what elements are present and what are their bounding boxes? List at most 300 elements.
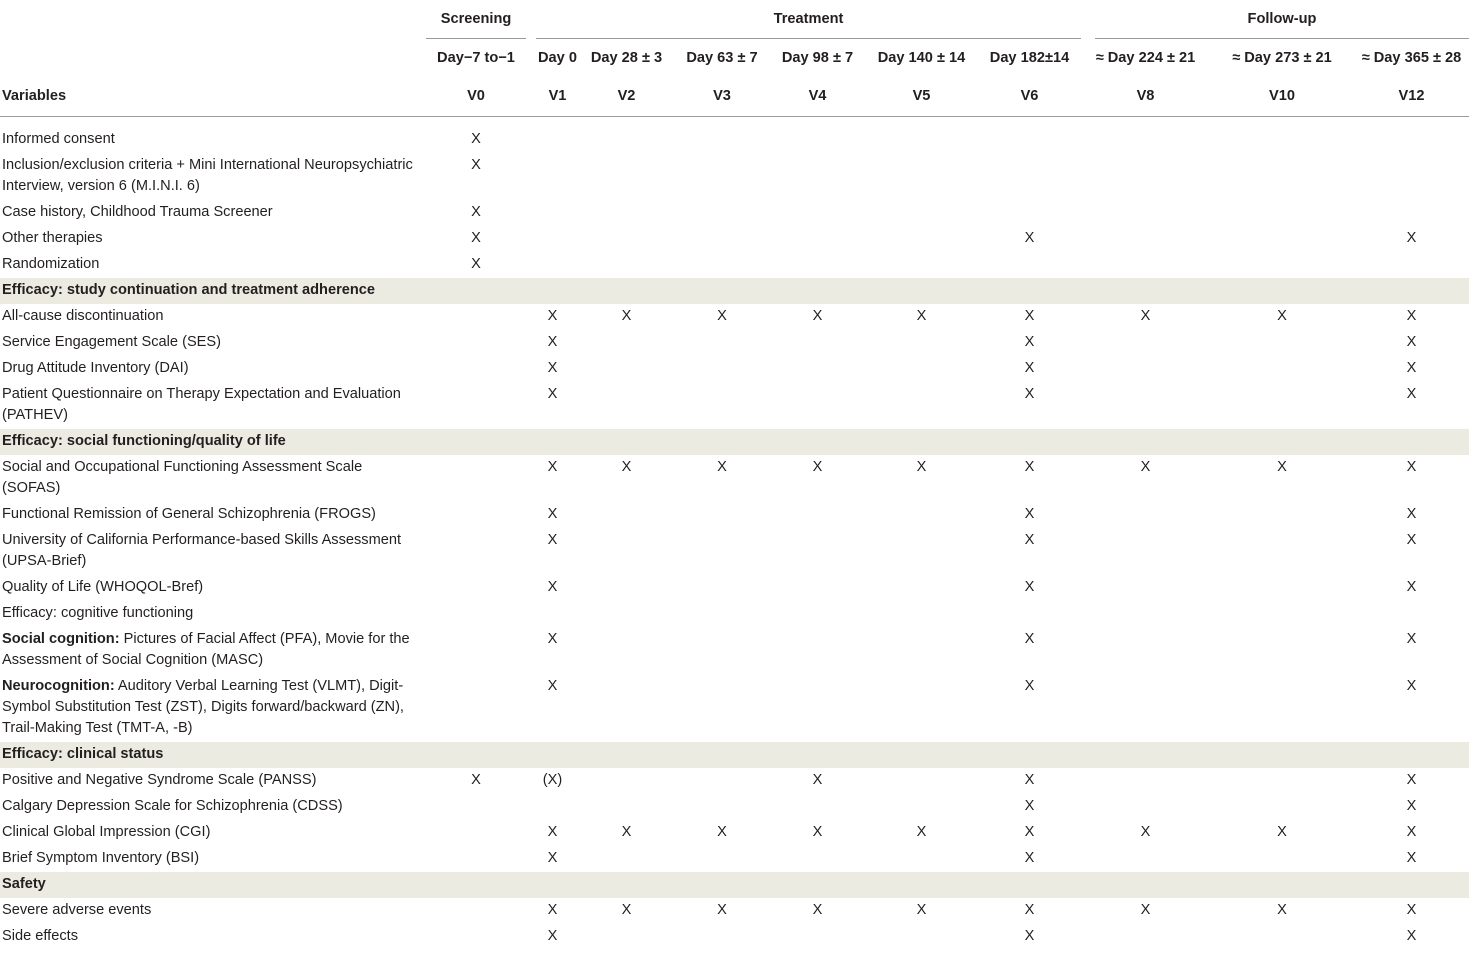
- visit-mark-cell: [579, 575, 674, 601]
- visit-mark-cell: X: [1024, 798, 1035, 814]
- visit-mark-cell: X: [471, 204, 481, 220]
- section-header-row: [0, 742, 1469, 768]
- visit-mark-cell: [579, 117, 674, 153]
- visit-mark-cell: X: [717, 308, 727, 324]
- table-row: [0, 200, 1469, 226]
- visit-mark-cell: [1354, 601, 1469, 627]
- visit-mark-cell: (X): [542, 772, 563, 788]
- visit-mark-cell: [1081, 356, 1210, 382]
- day-header: Day 98 ± 7: [781, 49, 854, 66]
- day-header-row: [0, 39, 1469, 77]
- variable-label: Randomization: [2, 256, 100, 272]
- visit-mark-cell: [1210, 502, 1354, 528]
- visit-mark-cell: [674, 502, 770, 528]
- visit-mark-cell: X: [717, 824, 727, 840]
- visit-mark-cell: X: [916, 308, 927, 324]
- visit-mark-cell: X: [1277, 459, 1287, 475]
- visit-header: V0: [426, 76, 526, 117]
- variable-label: Drug Attitude Inventory (DAI): [2, 360, 189, 376]
- visit-mark-cell: X: [1406, 678, 1417, 694]
- visit-mark-cell: X: [1406, 824, 1417, 840]
- visit-mark-cell: X: [1406, 579, 1417, 595]
- section-title: Efficacy: social functioning/quality of life: [0, 429, 1469, 455]
- visit-mark-cell: [865, 627, 978, 674]
- visit-mark-cell: [1081, 768, 1210, 794]
- visit-mark-cell: [426, 674, 526, 742]
- variable-label: Side effects: [2, 928, 78, 944]
- visit-mark-cell: [579, 601, 674, 627]
- visit-mark-cell: X: [471, 157, 481, 173]
- visit-mark-cell: X: [812, 459, 823, 475]
- variable-label: Clinical Global Impression (CGI): [2, 824, 211, 840]
- table-row: [0, 575, 1469, 601]
- visit-mark-cell: [770, 200, 865, 226]
- visit-mark-cell: [1210, 200, 1354, 226]
- visit-mark-cell: X: [621, 459, 632, 475]
- visit-mark-cell: X: [547, 902, 558, 918]
- visit-mark-cell: [674, 153, 770, 200]
- visit-mark-cell: [770, 674, 865, 742]
- visit-mark-cell: [1081, 528, 1210, 575]
- visit-mark-cell: [1210, 226, 1354, 252]
- visit-mark-cell: [1081, 794, 1210, 820]
- group-header-row: [0, 0, 1469, 39]
- visit-mark-cell: [526, 601, 579, 627]
- table-row: [0, 330, 1469, 356]
- visit-mark-cell: X: [471, 256, 481, 272]
- variable-label: Functional Remission of General Schizophrenia (FROGS): [2, 506, 376, 522]
- visit-mark-cell: [674, 794, 770, 820]
- visit-mark-cell: [865, 528, 978, 575]
- visit-mark-cell: [1081, 502, 1210, 528]
- visit-mark-cell: [1210, 528, 1354, 575]
- visit-mark-cell: X: [812, 902, 823, 918]
- visit-mark-cell: [426, 330, 526, 356]
- section-header-row: [0, 278, 1469, 304]
- visit-mark-cell: X: [1406, 360, 1417, 376]
- visit-mark-cell: [426, 575, 526, 601]
- visit-mark-cell: [865, 601, 978, 627]
- visit-mark-cell: [770, 627, 865, 674]
- visit-mark-cell: [1210, 601, 1354, 627]
- visit-mark-cell: [426, 820, 526, 846]
- visit-mark-cell: X: [1024, 334, 1035, 350]
- day-header: Day 0: [538, 49, 577, 66]
- visit-mark-cell: [426, 528, 526, 575]
- visit-mark-cell: [674, 226, 770, 252]
- table-row: [0, 627, 1469, 674]
- visit-mark-cell: X: [547, 678, 558, 694]
- visit-mark-cell: [770, 356, 865, 382]
- variable-label: All-cause discontinuation: [2, 308, 164, 324]
- visit-mark-cell: [526, 252, 579, 278]
- visit-mark-cell: X: [547, 506, 558, 522]
- visit-mark-cell: X: [717, 459, 727, 475]
- visit-mark-cell: X: [1140, 459, 1151, 475]
- visit-mark-cell: [1210, 382, 1354, 429]
- visit-header: V2: [579, 76, 674, 117]
- day-header: Day 63 ± 7: [686, 49, 758, 66]
- visit-mark-cell: [426, 898, 526, 924]
- visit-mark-cell: [579, 226, 674, 252]
- visit-mark-cell: [674, 382, 770, 429]
- visit-mark-cell: X: [1024, 772, 1035, 788]
- visit-mark-cell: [1354, 153, 1469, 200]
- visit-mark-cell: [978, 200, 1081, 226]
- table-row: [0, 304, 1469, 330]
- visit-mark-cell: [1210, 768, 1354, 794]
- visit-mark-cell: [579, 330, 674, 356]
- visit-mark-cell: X: [547, 360, 558, 376]
- visit-mark-cell: [770, 502, 865, 528]
- visit-mark-cell: X: [916, 902, 927, 918]
- table-body: [0, 117, 1469, 950]
- visit-mark-cell: [770, 252, 865, 278]
- visit-mark-cell: [579, 674, 674, 742]
- visit-mark-cell: X: [1406, 334, 1417, 350]
- visit-mark-cell: X: [547, 532, 558, 548]
- visit-mark-cell: [1081, 601, 1210, 627]
- visit-mark-cell: [865, 330, 978, 356]
- visit-mark-cell: X: [1406, 308, 1417, 324]
- visit-mark-cell: [1081, 200, 1210, 226]
- variable-label: Patient Questionnaire on Therapy Expectation and Evaluation (PATHEV): [2, 386, 401, 423]
- visit-mark-cell: X: [1406, 506, 1417, 522]
- visit-mark-cell: [1210, 117, 1354, 153]
- visit-mark-cell: [674, 674, 770, 742]
- visit-mark-cell: [865, 674, 978, 742]
- visit-header: V12: [1354, 76, 1469, 117]
- visit-mark-cell: [865, 117, 978, 153]
- visit-mark-cell: X: [547, 308, 558, 324]
- visit-mark-cell: [865, 924, 978, 950]
- variable-lead: Social cognition:: [2, 631, 120, 647]
- visit-mark-cell: [770, 924, 865, 950]
- visit-mark-cell: [426, 794, 526, 820]
- visit-mark-cell: [1354, 252, 1469, 278]
- visit-mark-cell: X: [621, 308, 632, 324]
- visit-mark-cell: X: [1406, 902, 1417, 918]
- visit-header: V8: [1081, 76, 1210, 117]
- day-header: ≈ Day 273 ± 21: [1232, 49, 1332, 66]
- visit-mark-cell: [1210, 627, 1354, 674]
- visit-header: V1: [536, 76, 579, 117]
- visit-header: V6: [978, 76, 1081, 117]
- visit-mark-cell: [526, 794, 579, 820]
- visit-mark-cell: [579, 153, 674, 200]
- visit-mark-cell: [770, 601, 865, 627]
- variable-label: Informed consent: [2, 131, 115, 147]
- visit-mark-cell: [579, 200, 674, 226]
- visit-mark-cell: [770, 382, 865, 429]
- visit-mark-cell: X: [547, 824, 558, 840]
- visit-mark-cell: [1081, 674, 1210, 742]
- visit-mark-cell: X: [1406, 798, 1417, 814]
- variable-label: Calgary Depression Scale for Schizophrenia (CDSS): [2, 798, 343, 814]
- visit-mark-cell: X: [471, 131, 481, 147]
- visit-mark-cell: [426, 627, 526, 674]
- visit-mark-cell: [579, 924, 674, 950]
- visit-mark-cell: [579, 768, 674, 794]
- visit-mark-cell: [579, 382, 674, 429]
- day-header: Day 182±14: [989, 49, 1070, 66]
- table-row: [0, 528, 1469, 575]
- visit-mark-cell: [674, 627, 770, 674]
- visit-mark-cell: [674, 601, 770, 627]
- visit-mark-cell: [426, 601, 526, 627]
- visit-mark-cell: [1210, 252, 1354, 278]
- visit-mark-cell: X: [1140, 902, 1151, 918]
- visit-mark-cell: X: [916, 824, 927, 840]
- table-row: [0, 820, 1469, 846]
- variable-label: Severe adverse events: [2, 902, 152, 918]
- visit-mark-cell: X: [547, 579, 558, 595]
- visit-mark-cell: X: [547, 334, 558, 350]
- group-followup: Follow-up: [1095, 0, 1469, 39]
- visit-mark-cell: [1210, 846, 1354, 872]
- visit-mark-cell: [426, 455, 526, 502]
- section-header-row: [0, 429, 1469, 455]
- visit-mark-cell: [770, 226, 865, 252]
- visit-mark-cell: X: [547, 928, 558, 944]
- visit-mark-cell: [1081, 575, 1210, 601]
- variable-label: Efficacy: cognitive functioning: [2, 605, 194, 621]
- visit-mark-cell: [1081, 627, 1210, 674]
- visit-mark-cell: [1081, 846, 1210, 872]
- table-header: [0, 0, 1469, 117]
- visit-mark-cell: [1354, 200, 1469, 226]
- visit-mark-cell: [1081, 382, 1210, 429]
- variable-text: Pictures of Facial Affect (PFA), Movie for the Assessment of Social Cognition (MASC): [2, 631, 410, 668]
- visit-mark-cell: [526, 117, 579, 153]
- visit-mark-cell: [978, 117, 1081, 153]
- section-title: Efficacy: clinical status: [0, 742, 1469, 768]
- visit-mark-cell: X: [717, 902, 727, 918]
- visit-mark-cell: [674, 846, 770, 872]
- visit-mark-cell: [1210, 794, 1354, 820]
- visit-mark-cell: [674, 252, 770, 278]
- visit-mark-cell: [770, 575, 865, 601]
- visit-mark-cell: [674, 768, 770, 794]
- visit-mark-cell: [865, 502, 978, 528]
- visit-mark-cell: [1354, 117, 1469, 153]
- visit-mark-cell: [865, 226, 978, 252]
- visit-mark-cell: X: [1406, 459, 1417, 475]
- variable-lead: Neurocognition:: [2, 678, 115, 694]
- visit-mark-cell: [1081, 252, 1210, 278]
- visit-mark-cell: X: [1140, 308, 1151, 324]
- variable-label: Social and Occupational Functioning Assessment Scale (SOFAS): [2, 459, 363, 496]
- visit-mark-cell: X: [1024, 850, 1035, 866]
- group-screening: Screening: [426, 0, 526, 39]
- visit-mark-cell: [426, 382, 526, 429]
- table-row: [0, 601, 1469, 627]
- variable-label: Case history, Childhood Trauma Screener: [2, 204, 273, 220]
- visit-header: V3: [674, 76, 770, 117]
- visit-mark-cell: [426, 502, 526, 528]
- day-header: ≈ Day 224 ± 21: [1095, 49, 1196, 66]
- table-row: [0, 924, 1469, 950]
- visit-mark-cell: [1081, 330, 1210, 356]
- variable-label: University of California Performance-based Skills Assessment (UPSA-Brief): [2, 532, 402, 569]
- visit-mark-cell: X: [621, 902, 632, 918]
- visit-mark-cell: X: [547, 459, 558, 475]
- visit-mark-cell: [579, 794, 674, 820]
- visit-mark-cell: X: [1024, 579, 1035, 595]
- visit-mark-cell: X: [1140, 824, 1151, 840]
- visit-mark-cell: [579, 356, 674, 382]
- visit-mark-cell: X: [471, 772, 481, 788]
- visit-mark-cell: X: [1406, 850, 1417, 866]
- visit-mark-cell: [1210, 674, 1354, 742]
- variables-header: Variables: [0, 76, 426, 117]
- visit-mark-cell: X: [1024, 308, 1035, 324]
- visit-mark-cell: [865, 575, 978, 601]
- visit-mark-cell: [426, 846, 526, 872]
- visit-mark-cell: X: [1277, 902, 1287, 918]
- table-row: [0, 117, 1469, 153]
- section-title: Safety: [0, 872, 1469, 898]
- visit-mark-cell: X: [1406, 631, 1417, 647]
- visit-mark-cell: X: [812, 308, 823, 324]
- visit-mark-cell: [865, 794, 978, 820]
- visit-mark-cell: [1210, 356, 1354, 382]
- visit-mark-cell: [674, 200, 770, 226]
- visit-mark-cell: [1081, 153, 1210, 200]
- visit-header-row: [0, 76, 1469, 117]
- visit-mark-cell: X: [916, 459, 927, 475]
- visit-mark-cell: [770, 528, 865, 575]
- variable-label: Positive and Negative Syndrome Scale (PANSS): [2, 772, 317, 788]
- visit-mark-cell: [426, 924, 526, 950]
- day-header: Day 140 ± 14: [877, 49, 966, 66]
- visit-mark-cell: [579, 528, 674, 575]
- table-row: [0, 382, 1469, 429]
- visit-mark-cell: [978, 252, 1081, 278]
- visit-mark-cell: X: [1024, 928, 1035, 944]
- visit-mark-cell: X: [1024, 824, 1035, 840]
- visit-mark-cell: [865, 768, 978, 794]
- table-row: [0, 455, 1469, 502]
- visit-mark-cell: X: [1406, 386, 1417, 402]
- visit-mark-cell: X: [621, 824, 632, 840]
- visit-mark-cell: X: [1406, 772, 1417, 788]
- visit-mark-cell: [526, 200, 579, 226]
- section-header-row: [0, 872, 1469, 898]
- visit-mark-cell: X: [1406, 532, 1417, 548]
- visit-mark-cell: [1210, 924, 1354, 950]
- variable-label: Other therapies: [2, 230, 103, 246]
- visit-mark-cell: [770, 153, 865, 200]
- visit-mark-cell: [674, 575, 770, 601]
- visit-mark-cell: [865, 153, 978, 200]
- visit-mark-cell: [770, 117, 865, 153]
- visit-mark-cell: [978, 153, 1081, 200]
- visit-mark-cell: X: [547, 631, 558, 647]
- visit-mark-cell: X: [1024, 532, 1035, 548]
- visit-mark-cell: [674, 330, 770, 356]
- visit-mark-cell: [579, 252, 674, 278]
- visit-mark-cell: [865, 846, 978, 872]
- visit-mark-cell: X: [1024, 230, 1035, 246]
- variable-text: Auditory Verbal Learning Test (VLMT), Digit-Symbol Substitution Test (ZST), Digits forward/backward (ZN), Trail-Making Test (TMT-A, -B): [2, 678, 404, 736]
- visit-mark-cell: [579, 846, 674, 872]
- visit-header: V5: [865, 76, 978, 117]
- day-header: Day−7 to−1: [437, 49, 515, 66]
- variable-label: Brief Symptom Inventory (BSI): [2, 850, 200, 866]
- visit-header: V4: [770, 76, 865, 117]
- visit-mark-cell: [865, 356, 978, 382]
- visit-mark-cell: [426, 304, 526, 330]
- visit-header: V10: [1210, 76, 1354, 117]
- visit-mark-cell: X: [547, 386, 558, 402]
- visit-mark-cell: [865, 252, 978, 278]
- visit-mark-cell: [526, 226, 579, 252]
- visit-mark-cell: [1210, 330, 1354, 356]
- visit-mark-cell: [770, 330, 865, 356]
- day-header: Day 28 ± 3: [590, 49, 663, 66]
- table-row: [0, 794, 1469, 820]
- visit-mark-cell: X: [1024, 386, 1035, 402]
- visit-mark-cell: [426, 356, 526, 382]
- variable-label: Service Engagement Scale (SES): [2, 334, 222, 350]
- visit-mark-cell: X: [1024, 631, 1035, 647]
- visit-mark-cell: [674, 924, 770, 950]
- visit-mark-cell: [579, 627, 674, 674]
- visit-mark-cell: X: [812, 824, 823, 840]
- visit-mark-cell: [770, 794, 865, 820]
- visit-mark-cell: X: [1406, 230, 1417, 246]
- table-row: [0, 898, 1469, 924]
- visit-mark-cell: [526, 153, 579, 200]
- table-row: [0, 674, 1469, 742]
- visit-mark-cell: [579, 502, 674, 528]
- variable-label: Quality of Life (WHOQOL-Bref): [2, 579, 204, 595]
- table-row: [0, 502, 1469, 528]
- variable-label: [0, 627, 426, 674]
- visit-mark-cell: X: [1277, 308, 1287, 324]
- visit-mark-cell: [674, 356, 770, 382]
- section-title: Efficacy: study continuation and treatment adherence: [0, 278, 1469, 304]
- visit-mark-cell: X: [547, 850, 558, 866]
- group-treatment: Treatment: [536, 0, 1081, 39]
- day-header: ≈ Day 365 ± 28: [1361, 49, 1462, 66]
- visit-mark-cell: X: [1024, 459, 1035, 475]
- visit-mark-cell: [865, 200, 978, 226]
- table-row: [0, 846, 1469, 872]
- visit-mark-cell: X: [1024, 678, 1035, 694]
- visit-mark-cell: X: [812, 772, 823, 788]
- visit-mark-cell: [1081, 924, 1210, 950]
- variable-label: [0, 674, 426, 742]
- variable-label: Inclusion/exclusion criteria + Mini International Neuropsychiatric Interview, version 6 (M.I.N.I. 6): [2, 157, 413, 194]
- visit-mark-cell: [1081, 226, 1210, 252]
- visit-mark-cell: [1210, 575, 1354, 601]
- visit-mark-cell: [1081, 117, 1210, 153]
- table-row: [0, 226, 1469, 252]
- table-row: [0, 153, 1469, 200]
- table-row: [0, 768, 1469, 794]
- visit-mark-cell: X: [471, 230, 481, 246]
- visit-mark-cell: X: [1024, 360, 1035, 376]
- visit-mark-cell: X: [1024, 902, 1035, 918]
- table-row: [0, 356, 1469, 382]
- visit-mark-cell: X: [1406, 928, 1417, 944]
- visit-mark-cell: [1210, 153, 1354, 200]
- table-row: [0, 252, 1469, 278]
- visit-mark-cell: X: [1277, 824, 1287, 840]
- visit-mark-cell: [770, 846, 865, 872]
